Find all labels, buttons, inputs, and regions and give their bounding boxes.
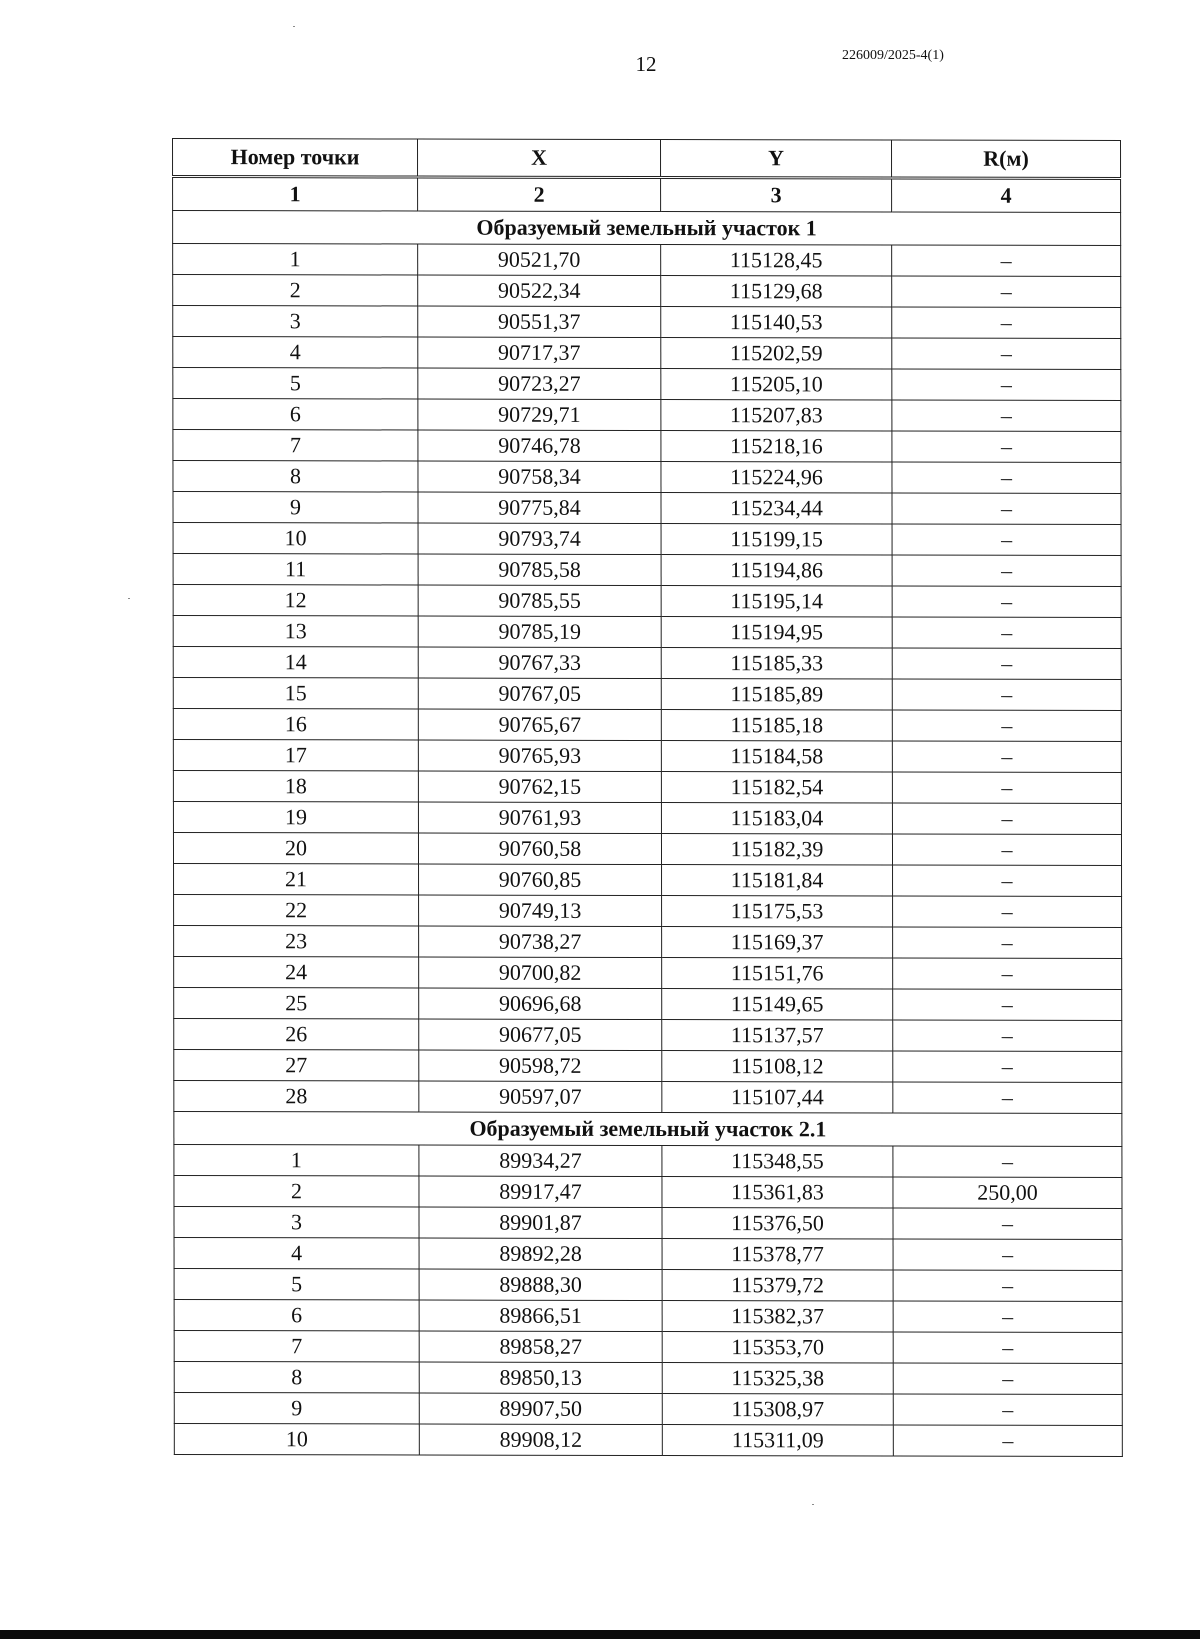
y-coordinate-cell: 115353,70	[662, 1332, 893, 1363]
point-number-cell: 24	[174, 956, 419, 988]
radius-cell: –	[893, 1020, 1122, 1051]
radius-cell: –	[893, 1146, 1122, 1177]
radius-cell: –	[892, 431, 1121, 462]
radius-cell: –	[892, 803, 1121, 834]
x-coordinate-cell: 90785,58	[418, 554, 661, 586]
x-coordinate-cell: 90793,74	[418, 523, 661, 555]
radius-cell: –	[892, 338, 1121, 369]
table-row	[174, 1361, 1122, 1394]
x-coordinate-cell: 89850,13	[419, 1362, 662, 1394]
radius-cell: –	[892, 555, 1121, 586]
radius-cell: –	[892, 493, 1121, 524]
x-coordinate-cell: 90765,67	[418, 709, 661, 741]
y-coordinate-cell: 115185,89	[661, 679, 892, 710]
column-number: 2	[418, 177, 661, 212]
column-number: 3	[661, 178, 892, 212]
x-coordinate-cell: 90785,19	[418, 616, 661, 648]
point-number-cell: 2	[174, 1175, 419, 1207]
table-header-row	[173, 139, 1121, 179]
x-coordinate-cell: 89907,50	[419, 1393, 662, 1425]
column-header-point-number: Номер точки	[173, 139, 418, 178]
point-number-cell: 12	[173, 585, 418, 617]
table-row	[173, 677, 1121, 710]
point-number-cell: 9	[174, 1392, 419, 1424]
radius-cell: –	[892, 524, 1121, 555]
table-row	[174, 1049, 1122, 1082]
table-row	[173, 708, 1121, 741]
y-coordinate-cell: 115205,10	[661, 369, 892, 400]
x-coordinate-cell: 90700,82	[419, 957, 662, 989]
point-number-cell: 2	[173, 275, 418, 307]
point-number-cell: 23	[174, 925, 419, 957]
radius-cell: –	[893, 989, 1122, 1020]
y-coordinate-cell: 115194,86	[661, 555, 892, 586]
page-number: 12	[635, 52, 657, 76]
point-number-cell: 21	[174, 863, 419, 895]
radius-cell: –	[892, 834, 1121, 865]
point-number-cell: 15	[173, 677, 418, 709]
radius-cell: –	[893, 1239, 1122, 1270]
x-coordinate-cell: 90785,55	[418, 585, 661, 617]
point-number-cell: 8	[174, 1361, 419, 1393]
y-coordinate-cell: 115149,65	[662, 989, 893, 1020]
radius-cell: –	[893, 1051, 1122, 1082]
point-number-cell: 1	[173, 244, 418, 276]
y-coordinate-cell: 115140,53	[661, 307, 892, 338]
table-row	[173, 646, 1121, 679]
table-row	[173, 430, 1121, 463]
point-number-cell: 20	[173, 832, 418, 864]
x-coordinate-cell: 90758,34	[418, 461, 661, 493]
radius-cell: –	[893, 927, 1122, 958]
radius-cell: –	[892, 586, 1121, 617]
radius-cell: –	[892, 679, 1121, 710]
x-coordinate-cell: 89888,30	[419, 1269, 662, 1301]
x-coordinate-cell: 89934,27	[419, 1145, 662, 1177]
x-coordinate-cell: 90746,78	[418, 430, 661, 462]
y-coordinate-cell: 115361,83	[662, 1177, 893, 1208]
document-number: 226009/2025-4(1)	[842, 48, 944, 63]
y-coordinate-cell: 115129,68	[661, 276, 892, 307]
table-row	[173, 739, 1121, 772]
scan-edge-bar	[0, 1630, 1200, 1639]
point-number-cell: 17	[173, 739, 418, 771]
point-number-cell: 25	[174, 987, 419, 1019]
table-row	[174, 1080, 1122, 1113]
table-row	[173, 399, 1121, 432]
y-coordinate-cell: 115218,16	[661, 431, 892, 462]
table-row	[174, 1237, 1122, 1270]
x-coordinate-cell: 90521,70	[418, 244, 661, 276]
point-number-cell: 26	[174, 1018, 419, 1050]
radius-cell: –	[892, 741, 1121, 772]
table-row	[174, 1423, 1122, 1456]
y-coordinate-cell: 115137,57	[662, 1020, 893, 1051]
table-row	[173, 337, 1121, 370]
y-coordinate-cell: 115195,14	[661, 586, 892, 617]
point-number-cell: 19	[173, 801, 418, 833]
radius-cell: –	[893, 1363, 1122, 1394]
x-coordinate-cell: 90762,15	[418, 771, 661, 803]
x-coordinate-cell: 90760,58	[418, 833, 661, 865]
scan-speck	[812, 1504, 814, 1505]
column-header-x: X	[418, 139, 661, 178]
y-coordinate-cell: 115169,37	[662, 927, 893, 958]
column-header-y: Y	[661, 140, 892, 178]
x-coordinate-cell: 89917,47	[419, 1176, 662, 1208]
column-numbering-row	[173, 177, 1121, 213]
y-coordinate-cell: 115183,04	[661, 803, 892, 834]
y-coordinate-cell: 115202,59	[661, 338, 892, 369]
table-body	[173, 177, 1123, 1457]
y-coordinate-cell: 115175,53	[662, 896, 893, 927]
table-row	[173, 275, 1121, 308]
table-row	[174, 1268, 1122, 1301]
x-coordinate-cell: 90767,05	[418, 678, 661, 710]
y-coordinate-cell: 115182,39	[661, 834, 892, 865]
table-row	[173, 801, 1121, 834]
radius-cell: –	[892, 369, 1121, 400]
radius-cell: –	[892, 276, 1121, 307]
y-coordinate-cell: 115182,54	[661, 772, 892, 803]
y-coordinate-cell: 115107,44	[662, 1082, 893, 1113]
x-coordinate-cell: 90522,34	[418, 275, 661, 307]
point-number-cell: 5	[174, 1268, 419, 1300]
point-number-cell: 28	[174, 1080, 419, 1112]
x-coordinate-cell: 90696,68	[419, 988, 662, 1020]
radius-cell: –	[893, 865, 1122, 896]
table-row	[173, 585, 1121, 618]
x-coordinate-cell: 90749,13	[419, 895, 662, 927]
table-row	[174, 956, 1122, 989]
y-coordinate-cell: 115382,37	[662, 1301, 893, 1332]
coordinates-table	[172, 138, 1123, 1457]
table-row	[174, 1299, 1122, 1332]
column-number: 4	[892, 178, 1121, 212]
radius-cell: –	[892, 710, 1121, 741]
y-coordinate-cell: 115108,12	[662, 1051, 893, 1082]
point-number-cell: 8	[173, 461, 418, 493]
table-row	[173, 554, 1121, 587]
point-number-cell: 7	[173, 430, 418, 462]
y-coordinate-cell: 115224,96	[661, 462, 892, 493]
section-title-row	[173, 211, 1121, 246]
radius-cell: –	[892, 772, 1121, 803]
scan-speck	[128, 598, 130, 599]
x-coordinate-cell: 89908,12	[419, 1424, 662, 1456]
table-row	[173, 492, 1121, 525]
y-coordinate-cell: 115199,15	[661, 524, 892, 555]
x-coordinate-cell: 90677,05	[419, 1019, 662, 1051]
y-coordinate-cell: 115311,09	[662, 1425, 893, 1456]
point-number-cell: 4	[173, 337, 418, 369]
table-row	[173, 832, 1121, 865]
y-coordinate-cell: 115234,44	[661, 493, 892, 524]
y-coordinate-cell: 115348,55	[662, 1146, 893, 1177]
x-coordinate-cell: 90723,27	[418, 368, 661, 400]
x-coordinate-cell: 89901,87	[419, 1207, 662, 1239]
table-row	[174, 1144, 1122, 1177]
point-number-cell: 27	[174, 1049, 419, 1081]
point-number-cell: 16	[173, 708, 418, 740]
x-coordinate-cell: 90765,93	[418, 740, 661, 772]
table-row	[174, 1392, 1122, 1425]
point-number-cell: 18	[173, 770, 418, 802]
table-row	[173, 616, 1121, 649]
point-number-cell: 10	[174, 1423, 419, 1455]
y-coordinate-cell: 115185,18	[661, 710, 892, 741]
point-number-cell: 11	[173, 554, 418, 586]
point-number-cell: 10	[173, 523, 418, 555]
radius-cell: –	[893, 1270, 1122, 1301]
point-number-cell: 1	[174, 1144, 419, 1176]
x-coordinate-cell: 90597,07	[419, 1081, 662, 1113]
table-row	[174, 1206, 1122, 1239]
point-number-cell: 14	[173, 646, 418, 678]
coordinates-table-container	[172, 138, 1122, 1457]
y-coordinate-cell: 115181,84	[662, 865, 893, 896]
y-coordinate-cell: 115379,72	[662, 1270, 893, 1301]
radius-cell: –	[893, 1301, 1122, 1332]
y-coordinate-cell: 115128,45	[661, 245, 892, 276]
radius-cell: 250,00	[893, 1177, 1122, 1208]
x-coordinate-cell: 90761,93	[418, 802, 661, 834]
radius-cell: –	[892, 307, 1121, 338]
table-row	[174, 1175, 1122, 1208]
y-coordinate-cell: 115185,33	[661, 648, 892, 679]
column-number: 1	[173, 177, 418, 212]
table-row	[174, 863, 1122, 896]
radius-cell: –	[893, 1208, 1122, 1239]
y-coordinate-cell: 115151,76	[662, 958, 893, 989]
table-row	[173, 306, 1121, 339]
radius-cell: –	[893, 1425, 1122, 1456]
table-row	[173, 770, 1121, 803]
y-coordinate-cell: 115184,58	[661, 741, 892, 772]
point-number-cell: 13	[173, 616, 418, 648]
table-row	[174, 894, 1122, 927]
x-coordinate-cell: 89892,28	[419, 1238, 662, 1270]
point-number-cell: 3	[174, 1206, 419, 1238]
radius-cell: –	[892, 648, 1121, 679]
table-row	[174, 1330, 1122, 1363]
radius-cell: –	[893, 1394, 1122, 1425]
section-title: Образуемый земельный участок 1	[173, 211, 1121, 246]
x-coordinate-cell: 89866,51	[419, 1300, 662, 1332]
point-number-cell: 22	[174, 894, 419, 926]
section-title-row	[174, 1111, 1122, 1146]
radius-cell: –	[893, 958, 1122, 989]
point-number-cell: 3	[173, 306, 418, 338]
point-number-cell: 9	[173, 492, 418, 524]
x-coordinate-cell: 90760,85	[419, 864, 662, 896]
y-coordinate-cell: 115308,97	[662, 1394, 893, 1425]
point-number-cell: 7	[174, 1330, 419, 1362]
table-row	[173, 244, 1121, 277]
table-row	[173, 461, 1121, 494]
radius-cell: –	[892, 617, 1121, 648]
table-row	[174, 1018, 1122, 1051]
y-coordinate-cell: 115207,83	[661, 400, 892, 431]
table-row	[173, 523, 1121, 556]
y-coordinate-cell: 115325,38	[662, 1363, 893, 1394]
radius-cell: –	[892, 400, 1121, 431]
table-row	[174, 987, 1122, 1020]
x-coordinate-cell: 90551,37	[418, 306, 661, 338]
radius-cell: –	[893, 896, 1122, 927]
x-coordinate-cell: 90717,37	[418, 337, 661, 369]
radius-cell: –	[893, 1082, 1122, 1113]
x-coordinate-cell: 90729,71	[418, 399, 661, 431]
table-row	[174, 925, 1122, 958]
y-coordinate-cell: 115376,50	[662, 1208, 893, 1239]
x-coordinate-cell: 90738,27	[419, 926, 662, 958]
y-coordinate-cell: 115194,95	[661, 617, 892, 648]
radius-cell: –	[893, 1332, 1122, 1363]
section-title: Образуемый земельный участок 2.1	[174, 1111, 1122, 1146]
scan-speck	[293, 26, 295, 27]
column-header-radius: R(м)	[892, 140, 1121, 178]
table-row	[173, 368, 1121, 401]
point-number-cell: 5	[173, 368, 418, 400]
radius-cell: –	[892, 462, 1121, 493]
point-number-cell: 6	[174, 1299, 419, 1331]
x-coordinate-cell: 90598,72	[419, 1050, 662, 1082]
point-number-cell: 4	[174, 1237, 419, 1269]
x-coordinate-cell: 90775,84	[418, 492, 661, 524]
x-coordinate-cell: 90767,33	[418, 647, 661, 679]
y-coordinate-cell: 115378,77	[662, 1239, 893, 1270]
radius-cell: –	[892, 245, 1121, 276]
point-number-cell: 6	[173, 399, 418, 431]
x-coordinate-cell: 89858,27	[419, 1331, 662, 1363]
